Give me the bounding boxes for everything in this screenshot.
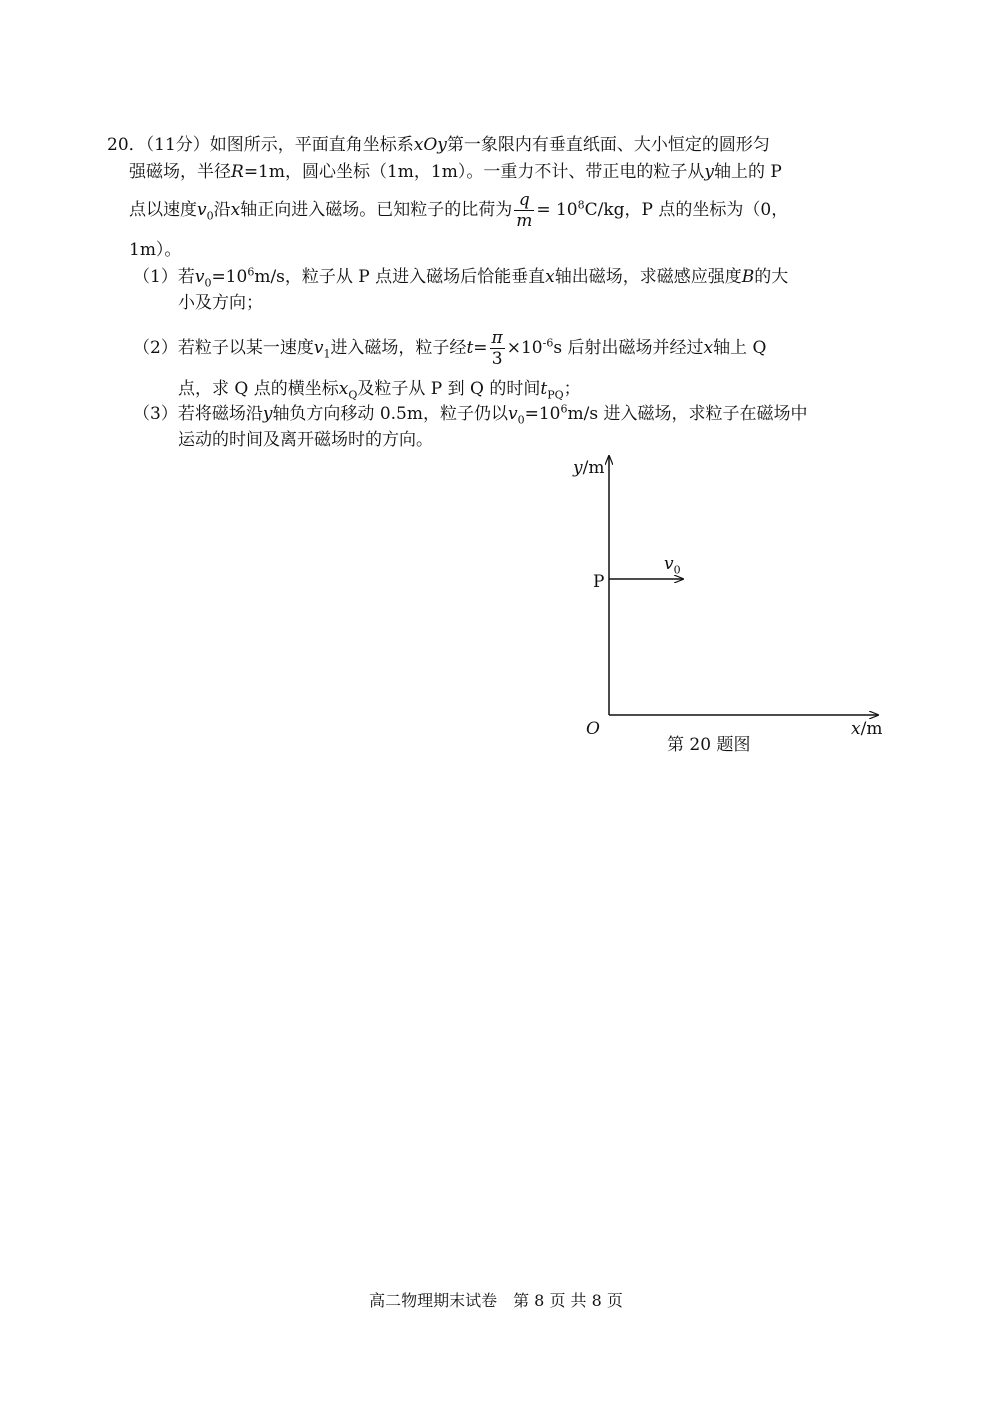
part-3-line-2: 运动的时间及离开磁场时的方向。 (178, 430, 433, 450)
origin-label: O (586, 719, 600, 739)
question-points: （11分） (145, 135, 210, 155)
part-2-line-1: （2）若粒子以某一速度$v_1$进入磁场，粒子经t= $\frac{\pi}{3}$ $\times 10^{-6}s$ 后射出磁场并经过x轴上 Q (133, 328, 767, 369)
question-number: 20． (107, 135, 146, 155)
question-line-3: 点以速度$v_0$沿x轴正向进入磁场。已知粒子的比荷为 $\frac{q}{m}$ = $10^8C/kg$，P 点的坐标为（0， (129, 190, 789, 231)
part-3-line-1: （3）若将磁场沿y轴负方向移动 0.5m，粒子仍以$v_0=10^6m/s$ 进入磁场，求粒子在磁场中 (133, 402, 808, 427)
part-2-line-2: 点，求 Q 点的横坐标$x_Q$及粒子从 P 到 Q 的时间$t_{PQ}$； (178, 379, 581, 402)
question-line-4: 1m）。 (129, 240, 182, 260)
part-1-line-1: （1）若$v_0=10^6m/s$，粒子从 P 点进入磁场后恰能垂直x轴出磁场，求磁感应强度B的大 (133, 265, 789, 290)
coordinate-diagram (560, 450, 890, 760)
page-footer: 高二物理期末试卷 第 8 页 共 8 页 (369, 1291, 623, 1310)
y-axis-label: y/m (573, 458, 605, 478)
time-fraction: $\frac{\pi}{3}$ (491, 328, 503, 369)
figure-caption: 第 20 题图 (667, 735, 751, 755)
figure-20 (560, 450, 890, 765)
x-axis-label: x/m (851, 719, 883, 739)
velocity-label: $v_0$ (664, 554, 681, 577)
point-p-label: P (593, 572, 605, 592)
charge-mass-ratio-fraction: $\frac{q}{m}$ (516, 190, 533, 231)
part-1-line-2: 小及方向； (178, 293, 263, 313)
question-line-1: 20．（11分）如图所示，平面直角坐标系xOy第一象限内有垂直纸面、大小恒定的圆形匀 (107, 135, 770, 155)
question-line-2: 强磁场，半径R=1m，圆心坐标（1m，1m）。一重力不计、带正电的粒子从y轴上的 P (129, 162, 782, 182)
